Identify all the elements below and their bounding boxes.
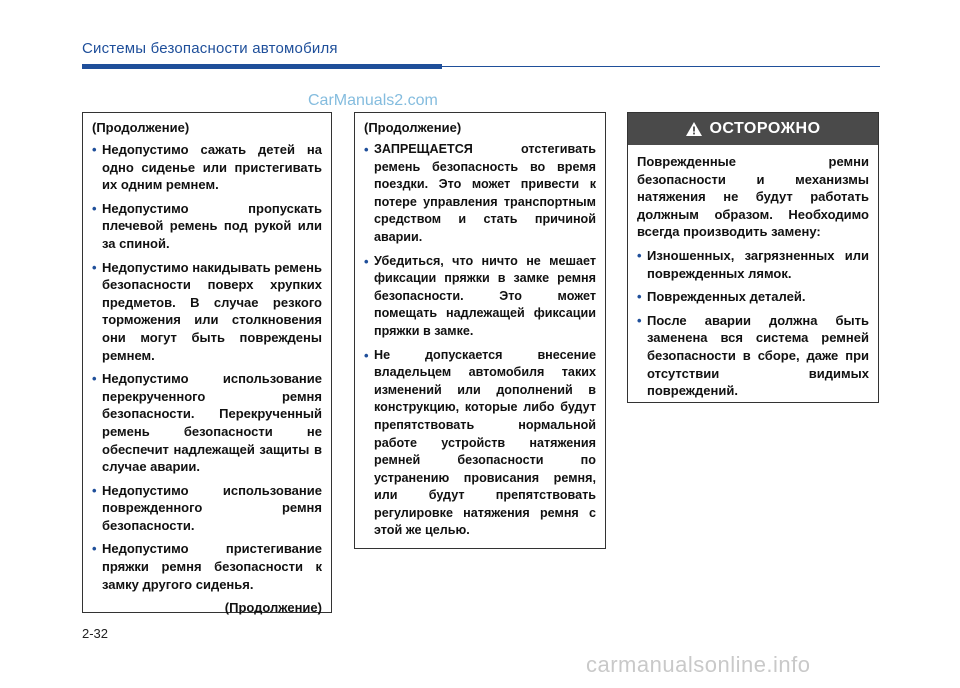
list-item: • Недопустимо накидывать ремень безопасности поверх хрупких предметов. В случае резкого торможения или столкновения они могут быть повреждены ремнем. — [92, 259, 322, 363]
list-item: • Изношенных, загрязненных или поврежденных лямок. — [637, 247, 869, 281]
warning-panel — [627, 112, 879, 403]
list-item: • Недопустимо использование поврежденного ремня безопасности. — [92, 482, 322, 533]
bullet-icon: • — [637, 247, 642, 263]
continued-heading: (Продолжение) — [364, 120, 462, 135]
bullet-icon: • — [637, 312, 642, 328]
list-item: • Не допускается внесение владельцем автомобиля таких изменений или дополнений в конструкцию, которые либо будут препятствовать нормальной работе устройств натяжения ремней безопасности по устранению провисания ремня, или будут препятствовать регулировке натяжения ремня с этой же целью. — [364, 347, 596, 538]
warning-intro: Поврежденные ремни безопасности и механизмы натяжения не будут работать должным образом. Необходимо всегда производить замену: — [637, 154, 869, 240]
caution-panel-middle — [354, 112, 606, 549]
continued-footer: (Продолжение) — [224, 600, 322, 616]
bullet-icon: • — [92, 200, 97, 216]
watermark-bottom: carmanualsonline.info — [586, 652, 811, 677]
list-item: • Поврежденных деталей. — [637, 289, 806, 305]
warning-title: ОСТОРОЖНО — [709, 120, 821, 137]
warning-body — [628, 145, 878, 400]
header-rule-thick — [82, 64, 442, 69]
continued-heading: (Продолжение) — [92, 120, 190, 135]
section-title: Системы безопасности автомобиля — [82, 40, 338, 57]
bullet-icon: • — [364, 347, 369, 363]
bullet-icon: • — [92, 259, 97, 275]
bullet-list — [364, 141, 596, 540]
list-item: • Недопустимо пропускать плечевой ремень под рукой или за спиной. — [92, 200, 322, 251]
bullet-icon: • — [364, 253, 369, 269]
warning-triangle-icon — [685, 121, 703, 137]
list-item: • Недопустимо использование перекрученного ремня безопасности. Перекрученный ремень безопасности не обеспечит надлежащей защиты в случае аварии. — [92, 371, 322, 475]
header-rule-thin — [442, 66, 880, 67]
list-item: • Недопустимо пристегивание пряжки ремня безопасности к замку другого сиденья. — [92, 541, 322, 592]
list-item: • После аварии должна быть заменена вся система ремней безопасности в сборе, даже при отсутствии видимых повреждений. — [637, 312, 869, 399]
bullet-icon: • — [92, 482, 97, 498]
warning-header — [628, 113, 878, 145]
bullet-icon: • — [364, 142, 369, 157]
watermark-top: CarManuals2.com — [308, 92, 438, 109]
list-item: • Недопустимо сажать детей на одно сиденье или пристегивать их одним ремнем. — [92, 142, 322, 193]
bullet-icon: • — [92, 142, 97, 157]
caution-panel-left — [82, 112, 332, 616]
bullet-list — [92, 141, 322, 593]
list-item: • Убедиться, что ничто не мешает фиксации пряжки в замке ремня безопасности. Это может помещать надлежащей фиксации пряжки в замке. — [364, 253, 596, 338]
bullet-list — [637, 247, 869, 400]
page-number: 2-32 — [82, 626, 109, 641]
bullet-icon: • — [637, 289, 642, 305]
bullet-icon: • — [92, 371, 97, 387]
bullet-icon: • — [92, 541, 97, 557]
list-item: • ЗАПРЕЩАЕТСЯ отстегивать ремень безопасность во время поездки. Это может привести к потере управления транспортным средством и стать причиной аварии. — [364, 142, 596, 244]
